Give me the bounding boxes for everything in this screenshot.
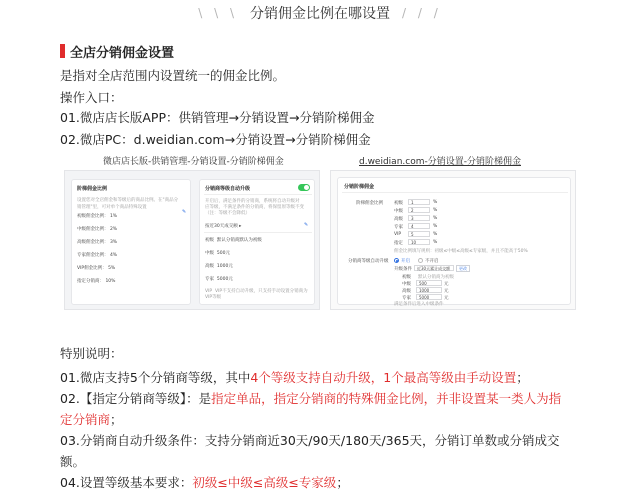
percent-sign: % <box>433 200 438 205</box>
page-title: 分销佣金比例在哪设置 <box>250 6 390 22</box>
ratio-row: VIP佣金比例： 5% <box>77 266 116 271</box>
level-name: 高级 <box>394 217 403 222</box>
section-heading-text: 全店分销佣金设置 <box>70 45 175 61</box>
percent-sign: % <box>433 224 438 229</box>
ratio-rule-text: 佣金比例填写规则：初级≤中级≤高级≤专家级，并且不能高于50% <box>394 249 528 254</box>
entry-label: 操作入口： <box>60 90 123 105</box>
left-app-screenshot <box>64 170 320 310</box>
edit-icon[interactable]: ✎ <box>304 222 309 228</box>
footer-note: 满足条件后进入中级条件 <box>394 302 444 307</box>
percent-sign: % <box>433 208 438 213</box>
percent-sign: % <box>433 240 438 245</box>
radio-off[interactable] <box>418 258 423 263</box>
edit-icon[interactable]: ✎ <box>182 209 187 215</box>
app-ratio-card <box>71 179 191 305</box>
note-1-suffix: ； <box>516 370 529 385</box>
note-3-cont: 额。 <box>60 454 86 469</box>
note-4-highlight: 初级≤中级≤高级≤专家级 <box>192 475 337 490</box>
ratio-row: 中级佣金比例： 2% <box>77 227 118 232</box>
cond-select[interactable]: 近30天累计成交额 <box>414 265 454 271</box>
radio-on-label[interactable]: 开启 <box>401 259 410 264</box>
page-header <box>0 2 640 24</box>
ratio-input-senior[interactable]: 3 <box>408 215 430 221</box>
cond-label: 升级条件 <box>394 267 412 272</box>
level-name: VIP <box>394 232 402 237</box>
note-1-highlight: 4个等级支持自动升级，1个最高等级由手动设置 <box>250 370 517 385</box>
ratio-input-designated[interactable]: 10 <box>408 239 430 245</box>
note-2 <box>60 389 561 407</box>
entry-pc-prefix: 02.微店PC： <box>60 132 134 147</box>
ratio-row: 专家佣金比例： 4% <box>77 253 118 258</box>
decor-slashes-left: \ \ \ <box>198 6 238 20</box>
unit: 元 <box>444 282 449 287</box>
right-shot-caption[interactable]: d.weidian.com-分销设置-分销阶梯佣金 <box>359 157 521 167</box>
ratio-input-junior[interactable]: 1 <box>408 199 430 205</box>
note-2-highlight-a: 指定单品，指定分销商的特殊佣金比例，并非设置某一类人为指 <box>211 391 562 406</box>
ratio-input-vip[interactable]: 5 <box>408 231 430 237</box>
radio-on[interactable] <box>394 258 399 263</box>
note-1-prefix: 01.微店支持5个分销商等级，其中 <box>60 370 251 385</box>
auto-upgrade-title: 分销商等级自动升级 <box>205 186 251 192</box>
change-button[interactable]: 更改 <box>456 265 470 272</box>
note-4-suffix: ； <box>336 475 349 490</box>
note-2-prefix: 02.【指定分销商等级】：是 <box>60 391 212 406</box>
unit: 元 <box>444 289 449 294</box>
app-auto-upgrade-card <box>199 179 315 305</box>
ratio-row: 初级佣金比例： 1% <box>77 214 118 219</box>
period-selector[interactable]: 按近30天成交额 ▸ <box>205 224 242 229</box>
note-2-cont <box>60 410 123 428</box>
level-name: 专家 <box>394 225 403 230</box>
threshold-input-senior[interactable]: 1000 <box>416 287 442 293</box>
divider <box>342 192 568 193</box>
entry-app: 01.微店店长版APP：供销管理→分销设置→分销阶梯佣金 <box>60 110 375 125</box>
auto-upgrade-hint-1: 开启后，满足条件的分销商，系统将自动升级对 <box>205 199 300 204</box>
ratio-row: 指定分销商： 10% <box>77 279 116 284</box>
entry-pc-domain[interactable]: d.weidian.com <box>133 132 225 147</box>
app-ratio-title: 阶梯佣金比例 <box>77 186 108 192</box>
auto-upgrade-hint-3: （注：等级不会降低） <box>205 211 250 216</box>
section-marker <box>60 44 65 58</box>
level-row: 高级 1000元 <box>205 264 233 269</box>
percent-sign: % <box>433 216 438 221</box>
table-value: 默认分销商为初级 <box>418 275 454 280</box>
pc-card-title: 分销阶梯佣金 <box>344 184 375 190</box>
note-3: 03.分销商自动升级条件：支持分销商近30天/90天/180天/365天，分销订单数或分销成交 <box>60 433 560 448</box>
divider <box>204 194 312 195</box>
threshold-input-middle[interactable]: 500 <box>416 280 442 286</box>
table-level: 高级 <box>402 289 411 294</box>
table-level: 中级 <box>402 282 411 287</box>
threshold-input-expert[interactable]: 5000 <box>416 294 442 300</box>
section-heading <box>60 43 174 59</box>
pc-ratio-card <box>337 177 571 305</box>
table-level: 专家 <box>402 296 411 301</box>
ratio-label: 阶梯佣金比例 <box>356 201 383 206</box>
auto-upgrade-label: 分销商等级自动升级 <box>348 259 389 264</box>
right-pc-screenshot <box>330 170 576 310</box>
level-row: 中级 500元 <box>205 251 230 256</box>
unit: 元 <box>444 296 449 301</box>
section-description: 是指对全店范围内设置统一的佣金比例。 <box>60 68 286 83</box>
percent-sign: % <box>433 232 438 237</box>
level-name: 指定 <box>394 241 403 246</box>
level-name: 初级 <box>394 201 403 206</box>
ratio-input-middle[interactable]: 2 <box>408 207 430 213</box>
decor-slashes-right: / / / <box>402 6 442 20</box>
note-4-prefix: 04.设置等级基本要求： <box>60 475 193 490</box>
auto-upgrade-toggle[interactable] <box>298 184 310 191</box>
level-row: 专家 5000元 <box>205 277 233 282</box>
divider <box>204 232 312 233</box>
entry-pc <box>60 130 371 148</box>
note-2-highlight-b: 定分销商 <box>60 412 111 427</box>
radio-off-label[interactable]: 不开启 <box>425 259 439 264</box>
level-name: 中级 <box>394 209 403 214</box>
level-row: VIP VIP不支持自动升级，只支持手动设置分销商为VIP等级 <box>205 289 308 300</box>
entry-pc-suffix: →分销设置→分销阶梯佣金 <box>224 132 371 147</box>
note-2-suffix: ； <box>110 412 123 427</box>
note-1 <box>60 368 529 386</box>
app-ratio-hint-1: 设置您对全店佣金和等级后的商品比例。在"商品分 <box>77 198 179 203</box>
table-level: 初级 <box>402 275 411 280</box>
level-row: 初级 默认分销商默认为初级 <box>205 238 262 243</box>
auto-upgrade-hint-2: 应等级，不满足条件的分销商，将保留原等级不变 <box>205 205 304 210</box>
app-ratio-hint-2: 销管理"里，可对单个商品特殊设置 <box>77 205 147 210</box>
notes-label: 特别说明： <box>60 346 123 361</box>
ratio-row: 高级佣金比例： 3% <box>77 240 118 245</box>
left-shot-caption: 微店店长版-供销管理-分销设置-分销阶梯佣金 <box>103 157 284 167</box>
note-4 <box>60 473 349 491</box>
ratio-input-expert[interactable]: 4 <box>408 223 430 229</box>
